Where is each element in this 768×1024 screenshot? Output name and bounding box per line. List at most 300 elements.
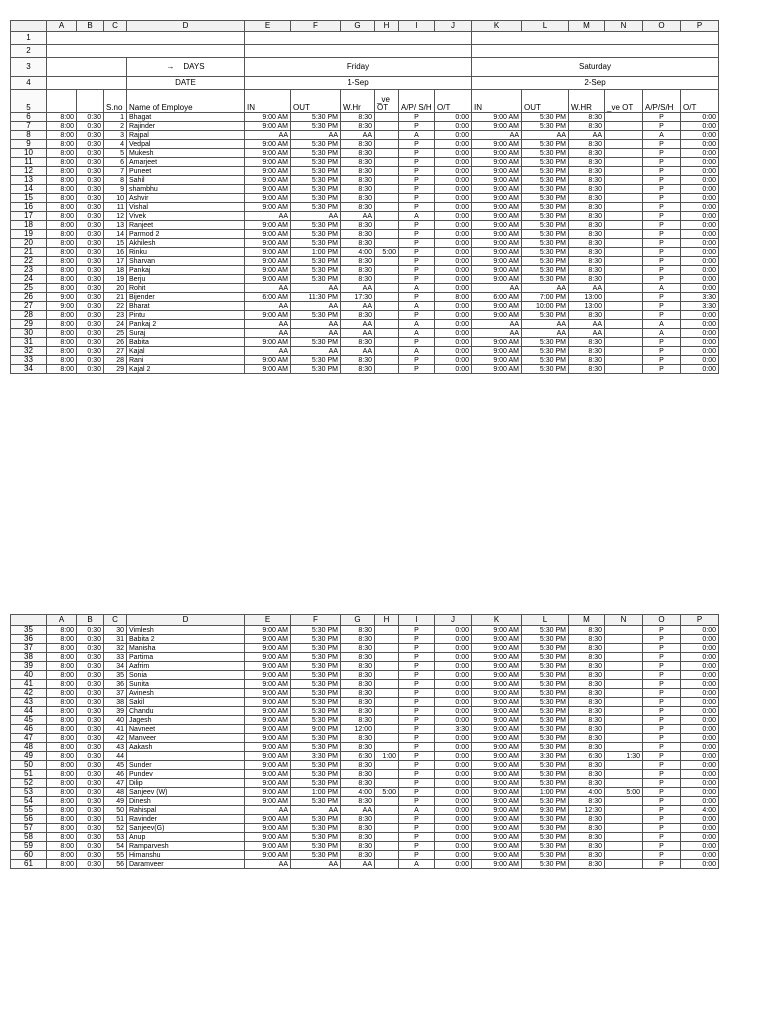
employee-name-cell[interactable]: Sunita (127, 680, 245, 689)
cell[interactable]: AA (522, 131, 569, 140)
cell[interactable]: P (399, 662, 435, 671)
cell[interactable]: 8:00 (47, 662, 77, 671)
cell[interactable]: 9:00 AM (472, 311, 522, 320)
cell[interactable]: 5:30 PM (522, 734, 569, 743)
cell[interactable]: 9:00 AM (472, 680, 522, 689)
employee-name-cell[interactable]: Vedpal (127, 140, 245, 149)
cell[interactable] (472, 45, 719, 58)
cell[interactable]: 0:30 (77, 680, 104, 689)
cell[interactable]: 8:00 (47, 644, 77, 653)
column-header-o[interactable]: O (643, 615, 681, 626)
cell[interactable]: 0:30 (77, 185, 104, 194)
cell[interactable] (472, 32, 719, 45)
cell[interactable]: 0:30 (77, 707, 104, 716)
cell[interactable]: 5:30 PM (291, 770, 341, 779)
cell[interactable]: 5:30 PM (291, 356, 341, 365)
cell[interactable]: 0:30 (77, 779, 104, 788)
cell[interactable]: 6:30 (569, 752, 605, 761)
cell[interactable]: 9:00 AM (472, 113, 522, 122)
cell[interactable]: P (643, 266, 681, 275)
column-header-e[interactable]: E (245, 21, 291, 32)
cell[interactable]: P (399, 833, 435, 842)
cell[interactable]: P (643, 248, 681, 257)
cell[interactable]: P (643, 230, 681, 239)
cell[interactable] (375, 266, 399, 275)
cell[interactable]: A (643, 284, 681, 293)
row-number[interactable]: 52 (11, 779, 47, 788)
cell[interactable]: 9:00 AM (472, 347, 522, 356)
column-label-3[interactable]: OUT (291, 90, 341, 113)
cell[interactable]: 47 (104, 779, 127, 788)
cell[interactable]: 0:00 (681, 761, 719, 770)
cell[interactable]: 8:00 (47, 203, 77, 212)
cell[interactable]: 5:30 PM (291, 671, 341, 680)
cell[interactable]: AA (245, 284, 291, 293)
cell[interactable]: P (643, 842, 681, 851)
cell[interactable] (375, 338, 399, 347)
column-header-g[interactable]: G (341, 615, 375, 626)
cell[interactable]: 0:00 (435, 248, 472, 257)
column-header-c[interactable]: C (104, 21, 127, 32)
employee-name-cell[interactable]: Jagesh (127, 716, 245, 725)
cell[interactable]: 8:00 (47, 743, 77, 752)
cell[interactable]: 9:00 AM (472, 635, 522, 644)
cell[interactable] (605, 311, 643, 320)
cell[interactable]: 9:00 AM (245, 635, 291, 644)
cell[interactable]: 0:00 (681, 176, 719, 185)
cell[interactable]: 5:30 PM (291, 761, 341, 770)
cell[interactable]: 0:00 (435, 122, 472, 131)
cell[interactable] (375, 167, 399, 176)
cell[interactable]: 5:30 PM (522, 311, 569, 320)
cell[interactable]: 9:00 AM (245, 203, 291, 212)
row-number[interactable]: 28 (11, 311, 47, 320)
cell[interactable]: 9:00 AM (472, 365, 522, 374)
row-number[interactable]: 25 (11, 284, 47, 293)
cell[interactable]: 8:30 (569, 833, 605, 842)
cell[interactable]: 0:00 (435, 257, 472, 266)
cell[interactable] (605, 329, 643, 338)
cell[interactable] (375, 221, 399, 230)
cell[interactable] (605, 347, 643, 356)
cell[interactable]: 5:30 PM (291, 707, 341, 716)
employee-name-cell[interactable]: Bharat (127, 302, 245, 311)
cell[interactable] (605, 842, 643, 851)
cell[interactable]: 8 (104, 176, 127, 185)
row-number[interactable]: 15 (11, 194, 47, 203)
cell[interactable]: 9:00 AM (472, 140, 522, 149)
row-number[interactable]: 9 (11, 140, 47, 149)
cell[interactable]: 8:30 (341, 698, 375, 707)
cell[interactable] (605, 797, 643, 806)
cell[interactable]: P (643, 671, 681, 680)
employee-name-cell[interactable]: Himanshu (127, 851, 245, 860)
cell[interactable]: 0:30 (77, 752, 104, 761)
employee-name-cell[interactable]: Partima (127, 653, 245, 662)
cell[interactable]: 0:00 (681, 320, 719, 329)
cell[interactable]: 9:00 AM (472, 698, 522, 707)
cell[interactable] (605, 185, 643, 194)
cell[interactable] (375, 203, 399, 212)
cell[interactable]: P (643, 221, 681, 230)
cell[interactable]: 9:00 AM (245, 185, 291, 194)
cell[interactable]: 0:00 (681, 149, 719, 158)
cell[interactable] (375, 194, 399, 203)
cell[interactable]: 9:00 AM (245, 707, 291, 716)
cell[interactable]: P (399, 698, 435, 707)
column-header-o[interactable]: O (643, 21, 681, 32)
cell[interactable]: P (399, 689, 435, 698)
column-header-n[interactable]: N (605, 21, 643, 32)
employee-name-cell[interactable]: Manisha (127, 644, 245, 653)
cell[interactable]: 0:30 (77, 626, 104, 635)
row-number[interactable]: 35 (11, 626, 47, 635)
cell[interactable] (605, 698, 643, 707)
cell[interactable]: 0:30 (77, 833, 104, 842)
cell[interactable]: 8:00 (47, 149, 77, 158)
employee-name-cell[interactable]: Akhilesh (127, 239, 245, 248)
column-label-2[interactable]: IN (245, 90, 291, 113)
cell[interactable]: P (643, 662, 681, 671)
cell[interactable] (375, 275, 399, 284)
cell[interactable]: 0:00 (435, 761, 472, 770)
cell[interactable]: 8:00 (47, 842, 77, 851)
cell[interactable]: 0:00 (435, 194, 472, 203)
cell[interactable]: 9:00 AM (245, 230, 291, 239)
cell[interactable]: 5:30 PM (291, 833, 341, 842)
cell[interactable]: 8:00 (47, 167, 77, 176)
cell[interactable]: 8:30 (341, 266, 375, 275)
cell[interactable] (375, 707, 399, 716)
cell[interactable]: 0:30 (77, 365, 104, 374)
cell[interactable]: 8:30 (569, 779, 605, 788)
cell[interactable]: 0:00 (435, 770, 472, 779)
cell[interactable]: 5:30 PM (522, 671, 569, 680)
cell[interactable]: 8:30 (341, 356, 375, 365)
cell[interactable]: 9:00 AM (472, 734, 522, 743)
cell[interactable] (375, 257, 399, 266)
employee-name-cell[interactable]: Aafrim (127, 662, 245, 671)
row-number[interactable]: 32 (11, 347, 47, 356)
cell[interactable]: 8:30 (569, 815, 605, 824)
cell[interactable]: 8:00 (47, 185, 77, 194)
cell[interactable]: 13 (104, 221, 127, 230)
cell[interactable]: AA (245, 860, 291, 869)
cell[interactable] (375, 158, 399, 167)
cell[interactable]: 8:30 (341, 824, 375, 833)
cell[interactable]: P (643, 725, 681, 734)
cell[interactable]: 5:30 PM (522, 158, 569, 167)
cell[interactable]: AA (245, 806, 291, 815)
cell[interactable]: 6:00 AM (472, 293, 522, 302)
cell[interactable]: 8:00 (47, 860, 77, 869)
employee-name-cell[interactable]: Sharvan (127, 257, 245, 266)
row-number[interactable]: 3 (11, 58, 47, 77)
cell[interactable] (375, 797, 399, 806)
cell[interactable]: 9:00 AM (245, 356, 291, 365)
cell[interactable]: 5:30 PM (291, 221, 341, 230)
cell[interactable]: 9:00 (47, 302, 77, 311)
cell[interactable]: 8:30 (569, 257, 605, 266)
cell[interactable] (605, 203, 643, 212)
date2-cell[interactable]: 2-Sep (472, 77, 719, 90)
employee-name-cell[interactable]: shambhu (127, 185, 245, 194)
cell[interactable]: 8:30 (341, 707, 375, 716)
cell[interactable] (375, 860, 399, 869)
cell[interactable]: 9:00 AM (472, 824, 522, 833)
row-number[interactable]: 14 (11, 185, 47, 194)
cell[interactable] (605, 644, 643, 653)
cell[interactable] (375, 347, 399, 356)
cell[interactable]: A (643, 131, 681, 140)
cell[interactable]: 4:00 (341, 788, 375, 797)
cell[interactable]: P (643, 815, 681, 824)
cell[interactable]: 8:30 (341, 221, 375, 230)
cell[interactable]: 8:00 (47, 221, 77, 230)
cell[interactable]: P (643, 860, 681, 869)
cell[interactable]: 0:30 (77, 671, 104, 680)
cell[interactable]: 5:30 PM (291, 185, 341, 194)
cell[interactable]: 8:00 (47, 311, 77, 320)
cell[interactable]: 9:00 AM (245, 311, 291, 320)
cell[interactable]: AA (522, 284, 569, 293)
cell[interactable]: 5:30 PM (291, 689, 341, 698)
cell[interactable]: 9:00 AM (245, 671, 291, 680)
cell[interactable]: 0:00 (681, 707, 719, 716)
cell[interactable]: P (399, 779, 435, 788)
cell[interactable]: 0:30 (77, 320, 104, 329)
cell[interactable]: 13:00 (569, 293, 605, 302)
cell[interactable]: 0:00 (435, 239, 472, 248)
cell[interactable]: P (643, 302, 681, 311)
cell[interactable] (375, 176, 399, 185)
column-header-b[interactable]: B (77, 21, 104, 32)
employee-name-cell[interactable]: Navneet (127, 725, 245, 734)
cell[interactable]: 0:00 (435, 788, 472, 797)
cell[interactable]: 8:30 (569, 311, 605, 320)
cell[interactable]: 8:00 (47, 635, 77, 644)
cell[interactable]: 0:30 (77, 293, 104, 302)
cell[interactable]: 8:30 (569, 680, 605, 689)
cell[interactable]: 0:00 (435, 860, 472, 869)
cell[interactable]: 0:30 (77, 194, 104, 203)
cell[interactable]: 5:30 PM (522, 716, 569, 725)
cell[interactable]: 9:00 AM (472, 212, 522, 221)
cell[interactable]: AA (245, 329, 291, 338)
cell[interactable]: P (643, 635, 681, 644)
cell[interactable]: P (399, 653, 435, 662)
cell[interactable]: 0:30 (77, 176, 104, 185)
cell[interactable] (605, 770, 643, 779)
cell[interactable]: 0:30 (77, 113, 104, 122)
cell[interactable] (605, 851, 643, 860)
cell[interactable]: P (399, 239, 435, 248)
cell[interactable]: 8:00 (47, 365, 77, 374)
cell[interactable]: 9:00 AM (472, 716, 522, 725)
cell[interactable]: 8:30 (341, 113, 375, 122)
cell[interactable] (605, 716, 643, 725)
cell[interactable]: 5:00 (375, 788, 399, 797)
cell[interactable]: 5:30 PM (522, 770, 569, 779)
cell[interactable]: 8:30 (341, 338, 375, 347)
column-header-a[interactable]: A (47, 21, 77, 32)
employee-name-cell[interactable]: Amarjeet (127, 158, 245, 167)
cell[interactable]: 8:30 (569, 275, 605, 284)
cell[interactable]: 44 (104, 752, 127, 761)
cell[interactable]: 8:30 (569, 338, 605, 347)
cell[interactable]: P (643, 734, 681, 743)
cell[interactable]: 0:00 (681, 185, 719, 194)
cell[interactable]: 0:00 (435, 140, 472, 149)
cell[interactable]: 5:30 PM (291, 815, 341, 824)
cell[interactable]: 5:30 PM (522, 347, 569, 356)
row-number[interactable]: 31 (11, 338, 47, 347)
cell[interactable] (375, 140, 399, 149)
cell[interactable]: 5:30 PM (291, 680, 341, 689)
cell[interactable]: 9:00 AM (472, 221, 522, 230)
cell[interactable]: 0:30 (77, 257, 104, 266)
cell[interactable]: 9:00 AM (245, 194, 291, 203)
cell[interactable]: 45 (104, 761, 127, 770)
cell[interactable]: 21 (104, 293, 127, 302)
cell[interactable]: P (399, 113, 435, 122)
cell[interactable]: 9:00 (47, 293, 77, 302)
employee-name-cell[interactable]: Daramveer (127, 860, 245, 869)
column-label-9[interactable]: OUT (522, 90, 569, 113)
cell[interactable]: 40 (104, 716, 127, 725)
cell[interactable]: 9:00 AM (472, 644, 522, 653)
cell[interactable]: 0:30 (77, 302, 104, 311)
cell[interactable] (605, 176, 643, 185)
cell[interactable]: 8:30 (341, 743, 375, 752)
cell[interactable]: 5:30 PM (522, 698, 569, 707)
cell[interactable] (605, 725, 643, 734)
cell[interactable]: 5:30 PM (291, 176, 341, 185)
cell[interactable]: P (643, 140, 681, 149)
cell[interactable]: 5:30 PM (522, 743, 569, 752)
cell[interactable]: 0:30 (77, 122, 104, 131)
cell[interactable] (605, 194, 643, 203)
cell[interactable]: 0:00 (435, 302, 472, 311)
cell[interactable]: 14 (104, 230, 127, 239)
cell[interactable]: AA (341, 860, 375, 869)
cell[interactable]: 8:00 (47, 122, 77, 131)
cell[interactable]: P (399, 275, 435, 284)
cell[interactable]: 0:00 (681, 698, 719, 707)
cell[interactable]: 9:00 AM (245, 725, 291, 734)
cell[interactable] (605, 131, 643, 140)
cell[interactable]: 0:00 (435, 635, 472, 644)
cell[interactable]: P (643, 239, 681, 248)
cell[interactable]: 8:00 (47, 671, 77, 680)
cell[interactable]: 0:30 (77, 698, 104, 707)
cell[interactable]: 9:00 AM (472, 176, 522, 185)
cell[interactable]: 25 (104, 329, 127, 338)
cell[interactable]: 8:30 (569, 347, 605, 356)
cell[interactable]: 5:30 PM (522, 842, 569, 851)
cell[interactable]: 0:00 (681, 140, 719, 149)
cell[interactable]: 5:30 PM (291, 230, 341, 239)
cell[interactable]: 11:30 PM (291, 293, 341, 302)
cell[interactable]: 0:00 (681, 860, 719, 869)
cell[interactable]: 49 (104, 797, 127, 806)
cell[interactable]: AA (291, 320, 341, 329)
cell[interactable]: 0:00 (681, 167, 719, 176)
cell[interactable]: 24 (104, 320, 127, 329)
cell[interactable]: 0:00 (681, 644, 719, 653)
cell[interactable]: 8:30 (569, 851, 605, 860)
cell[interactable]: 8:00 (47, 212, 77, 221)
cell[interactable]: 8:00 (47, 626, 77, 635)
column-label-5[interactable]: _ve OT (375, 90, 399, 113)
cell[interactable]: P (399, 743, 435, 752)
cell[interactable]: 0:00 (435, 689, 472, 698)
cell[interactable]: P (399, 167, 435, 176)
cell[interactable]: 8:30 (569, 707, 605, 716)
cell[interactable]: 0:30 (77, 824, 104, 833)
employee-name-cell[interactable]: Sakil (127, 698, 245, 707)
cell[interactable]: 51 (104, 815, 127, 824)
cell[interactable]: P (399, 230, 435, 239)
cell[interactable]: AA (245, 212, 291, 221)
cell[interactable]: P (399, 365, 435, 374)
cell[interactable]: 8:30 (569, 149, 605, 158)
cell[interactable] (605, 320, 643, 329)
cell[interactable]: 0:30 (77, 167, 104, 176)
cell[interactable]: 0:30 (77, 338, 104, 347)
cell[interactable]: 9:00 AM (472, 257, 522, 266)
cell[interactable]: P (643, 797, 681, 806)
cell[interactable]: 8:00 (47, 716, 77, 725)
cell[interactable]: P (399, 194, 435, 203)
cell[interactable]: 0:30 (77, 761, 104, 770)
cell[interactable] (375, 779, 399, 788)
cell[interactable]: 8:00 (47, 266, 77, 275)
cell[interactable] (605, 356, 643, 365)
cell[interactable]: P (643, 347, 681, 356)
cell[interactable]: 9:00 AM (245, 743, 291, 752)
cell[interactable]: 8:30 (341, 626, 375, 635)
cell[interactable]: 8:30 (569, 842, 605, 851)
employee-name-cell[interactable]: Bhagat (127, 113, 245, 122)
cell[interactable] (375, 113, 399, 122)
cell[interactable]: 8:30 (569, 230, 605, 239)
cell[interactable]: 8:00 (47, 770, 77, 779)
row-number[interactable]: 44 (11, 707, 47, 716)
cell[interactable]: P (399, 140, 435, 149)
cell[interactable] (605, 248, 643, 257)
cell[interactable]: P (643, 707, 681, 716)
cell[interactable]: 5:30 PM (522, 851, 569, 860)
cell[interactable]: 9:00 AM (472, 770, 522, 779)
cell[interactable]: 0:30 (77, 797, 104, 806)
cell[interactable]: AA (291, 212, 341, 221)
cell[interactable]: 50 (104, 806, 127, 815)
cell[interactable] (375, 365, 399, 374)
cell[interactable]: 8:30 (569, 860, 605, 869)
cell[interactable]: 8:00 (47, 176, 77, 185)
column-header-d[interactable]: D (127, 21, 245, 32)
cell[interactable]: 0:00 (681, 122, 719, 131)
cell[interactable]: 1 (104, 113, 127, 122)
cell[interactable]: P (399, 203, 435, 212)
employee-name-cell[interactable]: Rohit (127, 284, 245, 293)
cell[interactable]: P (643, 761, 681, 770)
cell[interactable]: 0:00 (681, 311, 719, 320)
employee-name-cell[interactable]: Anup (127, 833, 245, 842)
cell[interactable]: AA (245, 302, 291, 311)
cell[interactable]: P (399, 293, 435, 302)
